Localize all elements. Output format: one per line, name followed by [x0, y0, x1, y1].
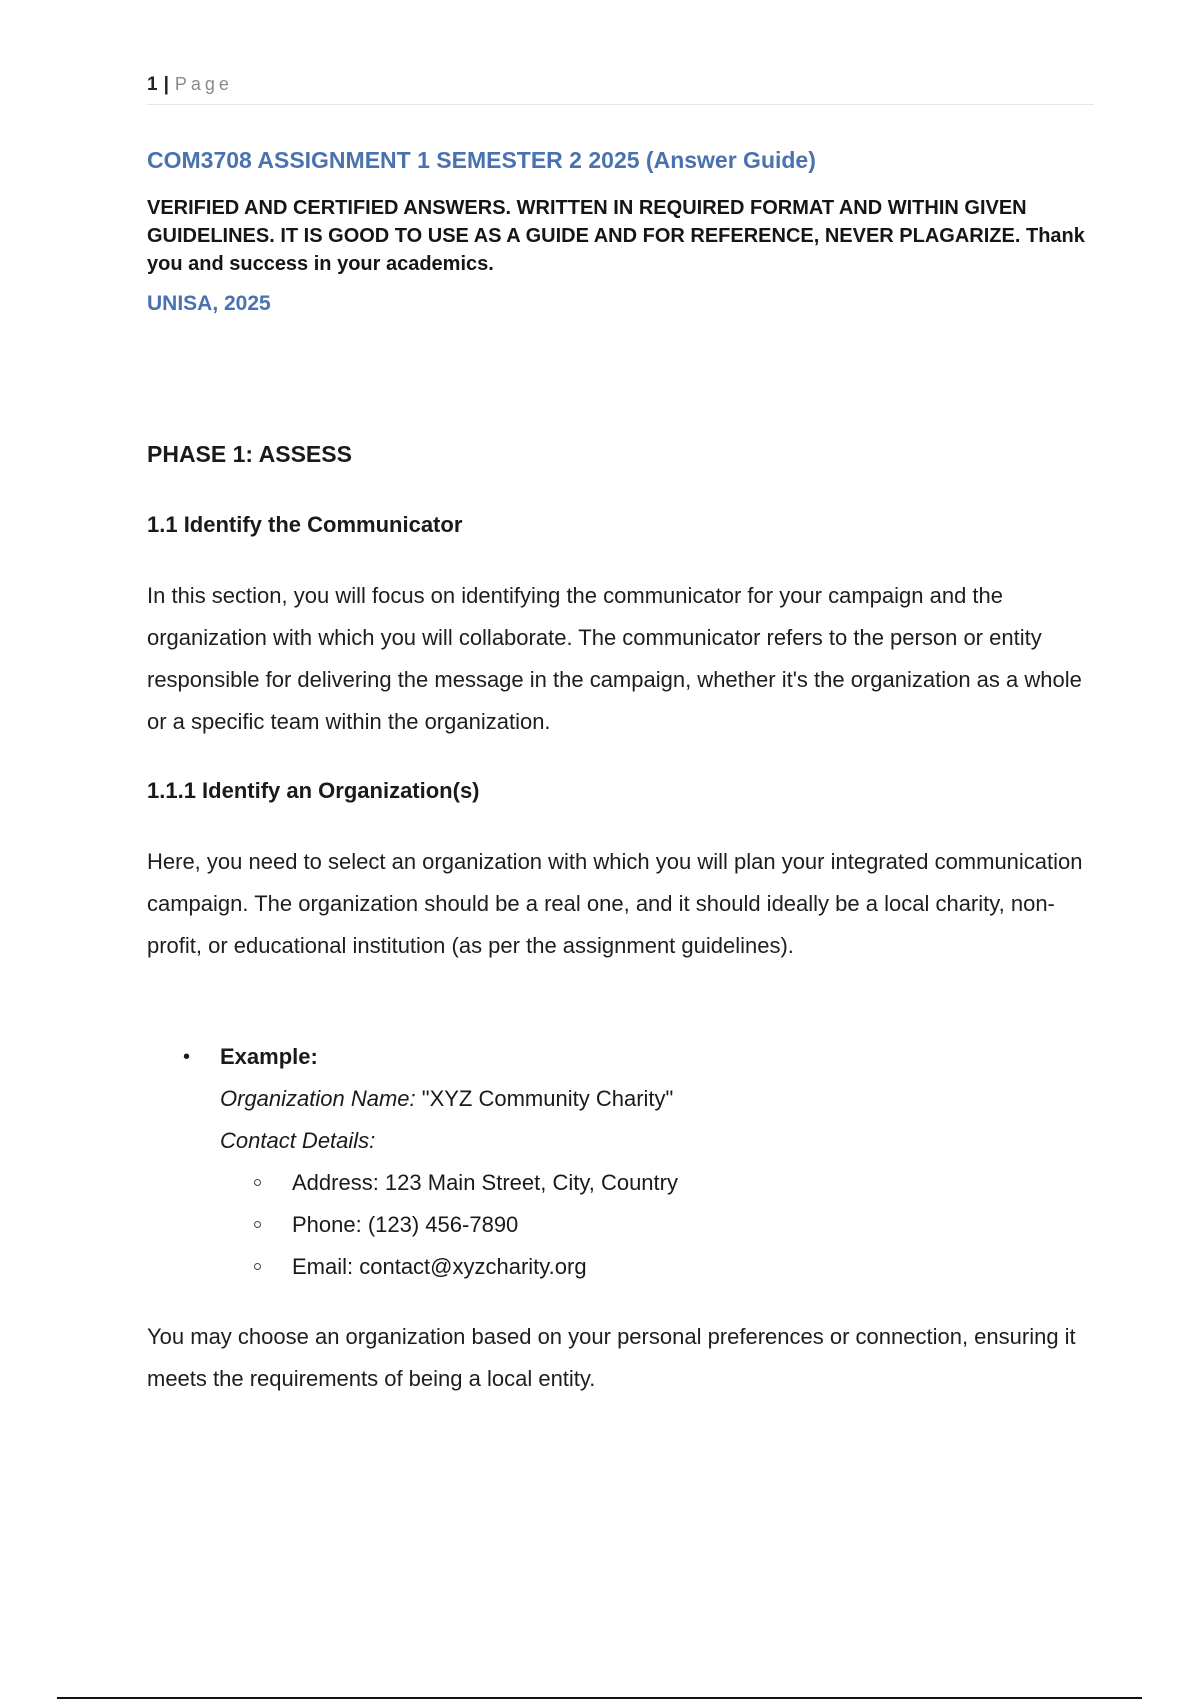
institution-year: UNISA, 2025: [147, 292, 271, 315]
circle-bullet-icon: [254, 1263, 261, 1270]
document-title: COM3708 ASSIGNMENT 1 SEMESTER 2 2025 (Answer Guide): [147, 147, 816, 173]
closing-paragraph: You may choose an organization based on your personal preferences or connection, ensuring it meets the requirements of being a local entity.: [147, 1324, 1076, 1391]
contact-address: Address: 123 Main Street, City, Country: [292, 1170, 678, 1195]
page-header: [147, 74, 1094, 105]
contact-email: Email: contact@xyzcharity.org: [292, 1254, 587, 1279]
example-block: [177, 1036, 1077, 1288]
page-word: Page: [174, 74, 233, 94]
page-number: 1: [147, 74, 158, 95]
example-label: Example:: [220, 1044, 318, 1069]
org-name-value: "XYZ Community Charity": [415, 1086, 674, 1111]
contact-item: [292, 1162, 1077, 1204]
circle-bullet-icon: [254, 1221, 261, 1228]
contact-item: [292, 1246, 1077, 1288]
section-1-1-body: In this section, you will focus on identifying the communicator for your campaign and the organization with which you will collaborate. The communicator refers to the person or entity responsible for delivering the message in the campaign, whether it's the organization as a whole or a specific team within the organization.: [147, 583, 1082, 734]
contact-item: [292, 1204, 1077, 1246]
organization-name-line: [220, 1078, 1077, 1120]
contact-phone: Phone: (123) 456-7890: [292, 1212, 519, 1237]
bullet-marker: •: [183, 1046, 191, 1068]
verified-notice: VERIFIED AND CERTIFIED ANSWERS. WRITTEN IN REQUIRED FORMAT AND WITHIN GIVEN GUIDELINES. IT IS GOOD TO USE AS A GUIDE AND FOR REFERENCE, NEVER PLAGARIZE. Thank you and success in your academics.: [147, 197, 1085, 275]
header-separator: |: [163, 74, 169, 95]
contact-details-label: Contact Details:: [220, 1128, 376, 1153]
phase-heading: PHASE 1: ASSESS: [147, 441, 352, 467]
section-1-1-1-heading: 1.1.1 Identify an Organization(s): [147, 778, 480, 803]
org-name-label: Organization Name:: [220, 1086, 416, 1111]
page-bottom-rule: [57, 1697, 1142, 1699]
circle-bullet-icon: [254, 1179, 261, 1186]
section-1-1-1-body: Here, you need to select an organization with which you will plan your integrated communication campaign. The organization should be a real one, and it should ideally be a local charity, non-profit, or educational institution (as per the assignment guidelines).: [147, 849, 1083, 958]
section-1-1-heading: 1.1 Identify the Communicator: [147, 512, 463, 537]
